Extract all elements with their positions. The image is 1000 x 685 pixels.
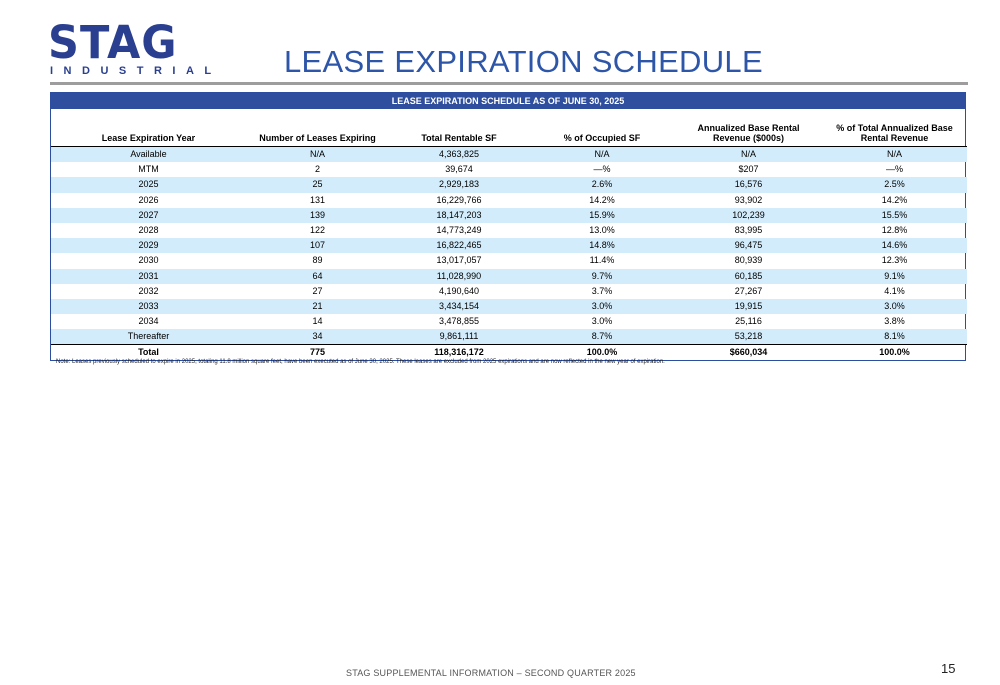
total-cell: 100.0% (822, 345, 967, 361)
table-cell: 4,363,825 (389, 147, 529, 163)
table-cell: 2025 (51, 177, 246, 192)
table-cell: 8.1% (822, 329, 967, 345)
table-cell: 2026 (138, 194, 159, 205)
header-row (51, 109, 967, 147)
table-cell: 3.0% (529, 299, 675, 314)
stag-industrial-logo (48, 17, 222, 78)
total-cell: 100.0% (529, 345, 675, 361)
table-cell: 9.7% (529, 269, 675, 284)
footnote: Note: Leases previously scheduled to expire in 2025, totaling 11.8 million square feet, have been executed as of June 30, 2025. These leases are excluded from 2025 expirations and are now reflected in the new year of expiration. (56, 359, 665, 365)
table-cell: 19,915 (675, 299, 822, 314)
table-cell: 96,475 (675, 238, 822, 253)
table-cell: 13.0% (589, 225, 615, 236)
table-cell: 39,674 (445, 164, 473, 175)
table-row (51, 162, 967, 177)
table-row (51, 329, 967, 345)
column-header: Lease Expiration Year (51, 109, 246, 147)
table-cell: 102,239 (675, 208, 822, 223)
column-header: Number of Leases Expiring (246, 109, 389, 147)
table-cell: N/A (529, 147, 675, 163)
table-cell: 122 (309, 225, 326, 236)
table-row (51, 193, 967, 208)
table-cell: —% (593, 164, 611, 175)
table-cell: Available (51, 147, 246, 163)
table-cell: 14.2% (881, 194, 908, 205)
table-cell: 64 (246, 269, 389, 284)
table-cell: 2028 (138, 225, 159, 236)
total-cell: $660,034 (675, 345, 822, 361)
table-cell: 18,147,203 (389, 208, 529, 223)
table-cell: 8.7% (529, 329, 675, 345)
total-cell: Total (51, 345, 246, 361)
table-cell: 4.1% (884, 285, 905, 296)
column-header: Annualized Base Rental Revenue ($000s) (675, 109, 822, 147)
table-cell: Thereafter (51, 329, 246, 345)
table-cell: 3.0% (591, 316, 613, 327)
table-cell: 107 (246, 238, 389, 253)
lease-expiration-table (50, 92, 966, 361)
table-cell: 11,028,990 (389, 269, 529, 284)
table-row (51, 238, 967, 253)
table-cell: 80,939 (734, 255, 763, 266)
table-cell: 2031 (51, 269, 246, 284)
table-cell: 16,229,766 (436, 194, 482, 205)
table-row (51, 208, 967, 223)
column-header: % of Occupied SF (529, 109, 675, 147)
table-cell: 3.0% (822, 299, 967, 314)
table-cell: N/A (675, 147, 822, 163)
table-cell: 14.2% (589, 194, 615, 205)
table-cell: 131 (309, 194, 326, 205)
table-body (51, 147, 967, 361)
table-row (51, 299, 967, 314)
table-cell: 16,576 (675, 177, 822, 192)
table-cell: 27,267 (734, 285, 763, 296)
table-cell: 2,929,183 (389, 177, 529, 192)
table-cell: 13,017,057 (436, 255, 482, 266)
table-cell: 2032 (138, 285, 159, 296)
table-cell: 25 (246, 177, 389, 192)
table-cell: 139 (246, 208, 389, 223)
table-cell: 15.9% (529, 208, 675, 223)
table-row (51, 284, 967, 299)
table-cell: 14.6% (822, 238, 967, 253)
table-cell: 3,434,154 (389, 299, 529, 314)
table-cell: 14.8% (529, 238, 675, 253)
table-cell: 2033 (51, 299, 246, 314)
page-number: 15 (941, 661, 956, 676)
table-cell: 16,822,465 (389, 238, 529, 253)
logo-subtitle: INDUSTRIAL (50, 65, 222, 77)
page-footer: STAG SUPPLEMENTAL INFORMATION – SECOND QUARTER 2025 (346, 668, 636, 678)
table-row (51, 223, 967, 238)
table-cell: —% (885, 164, 903, 175)
table-cell: 2030 (138, 255, 159, 266)
table-cell: 12.3% (881, 255, 908, 266)
table-cell: 53,218 (675, 329, 822, 345)
table-row (51, 177, 967, 192)
table-cell: 11.4% (589, 255, 615, 266)
table-cell: 12.8% (881, 225, 908, 236)
column-header: % of Total Annualized Base Rental Revenue (822, 109, 967, 147)
table-cell: 9,861,111 (389, 329, 529, 345)
table-row (51, 147, 967, 163)
page-title: LEASE EXPIRATION SCHEDULE (284, 44, 763, 79)
table-cell: MTM (138, 164, 159, 175)
table-cell: 14,773,249 (436, 225, 482, 236)
table-cell: 2.5% (822, 177, 967, 192)
table-cell: N/A (246, 147, 389, 163)
schedule-table (51, 109, 967, 360)
table-cell: 14 (312, 316, 323, 327)
table-cell: 60,185 (675, 269, 822, 284)
table-cell: 89 (312, 255, 323, 266)
table-cell: 21 (246, 299, 389, 314)
logo-wordmark: STAG (48, 17, 178, 70)
table-cell: 34 (246, 329, 389, 345)
table-cell: 3,478,855 (438, 316, 480, 327)
table-cell: 3.8% (884, 316, 905, 327)
table-cell: 2.6% (529, 177, 675, 192)
table-banner: LEASE EXPIRATION SCHEDULE AS OF JUNE 30, 2025 (51, 93, 965, 109)
table-row (51, 253, 967, 268)
table-row (51, 314, 967, 329)
table-cell: 83,995 (734, 225, 763, 236)
table-cell: 2029 (51, 238, 246, 253)
table-cell: 27 (312, 285, 323, 296)
table-cell: $207 (738, 164, 759, 175)
table-cell: 2027 (51, 208, 246, 223)
table-row (51, 269, 967, 284)
table-cell: 9.1% (822, 269, 967, 284)
table-cell: 4,190,640 (438, 285, 480, 296)
column-header: Total Rentable SF (389, 109, 529, 147)
total-cell: 118,316,172 (389, 345, 529, 361)
table-cell: 25,116 (735, 316, 762, 327)
total-cell: 775 (246, 345, 389, 361)
table-cell: 2 (314, 164, 320, 175)
table-cell: 93,902 (734, 194, 763, 205)
table-cell: N/A (822, 147, 967, 163)
table-cell: 3.7% (591, 285, 613, 296)
title-divider (50, 82, 968, 85)
table-cell: 15.5% (822, 208, 967, 223)
table-cell: 2034 (138, 316, 159, 327)
